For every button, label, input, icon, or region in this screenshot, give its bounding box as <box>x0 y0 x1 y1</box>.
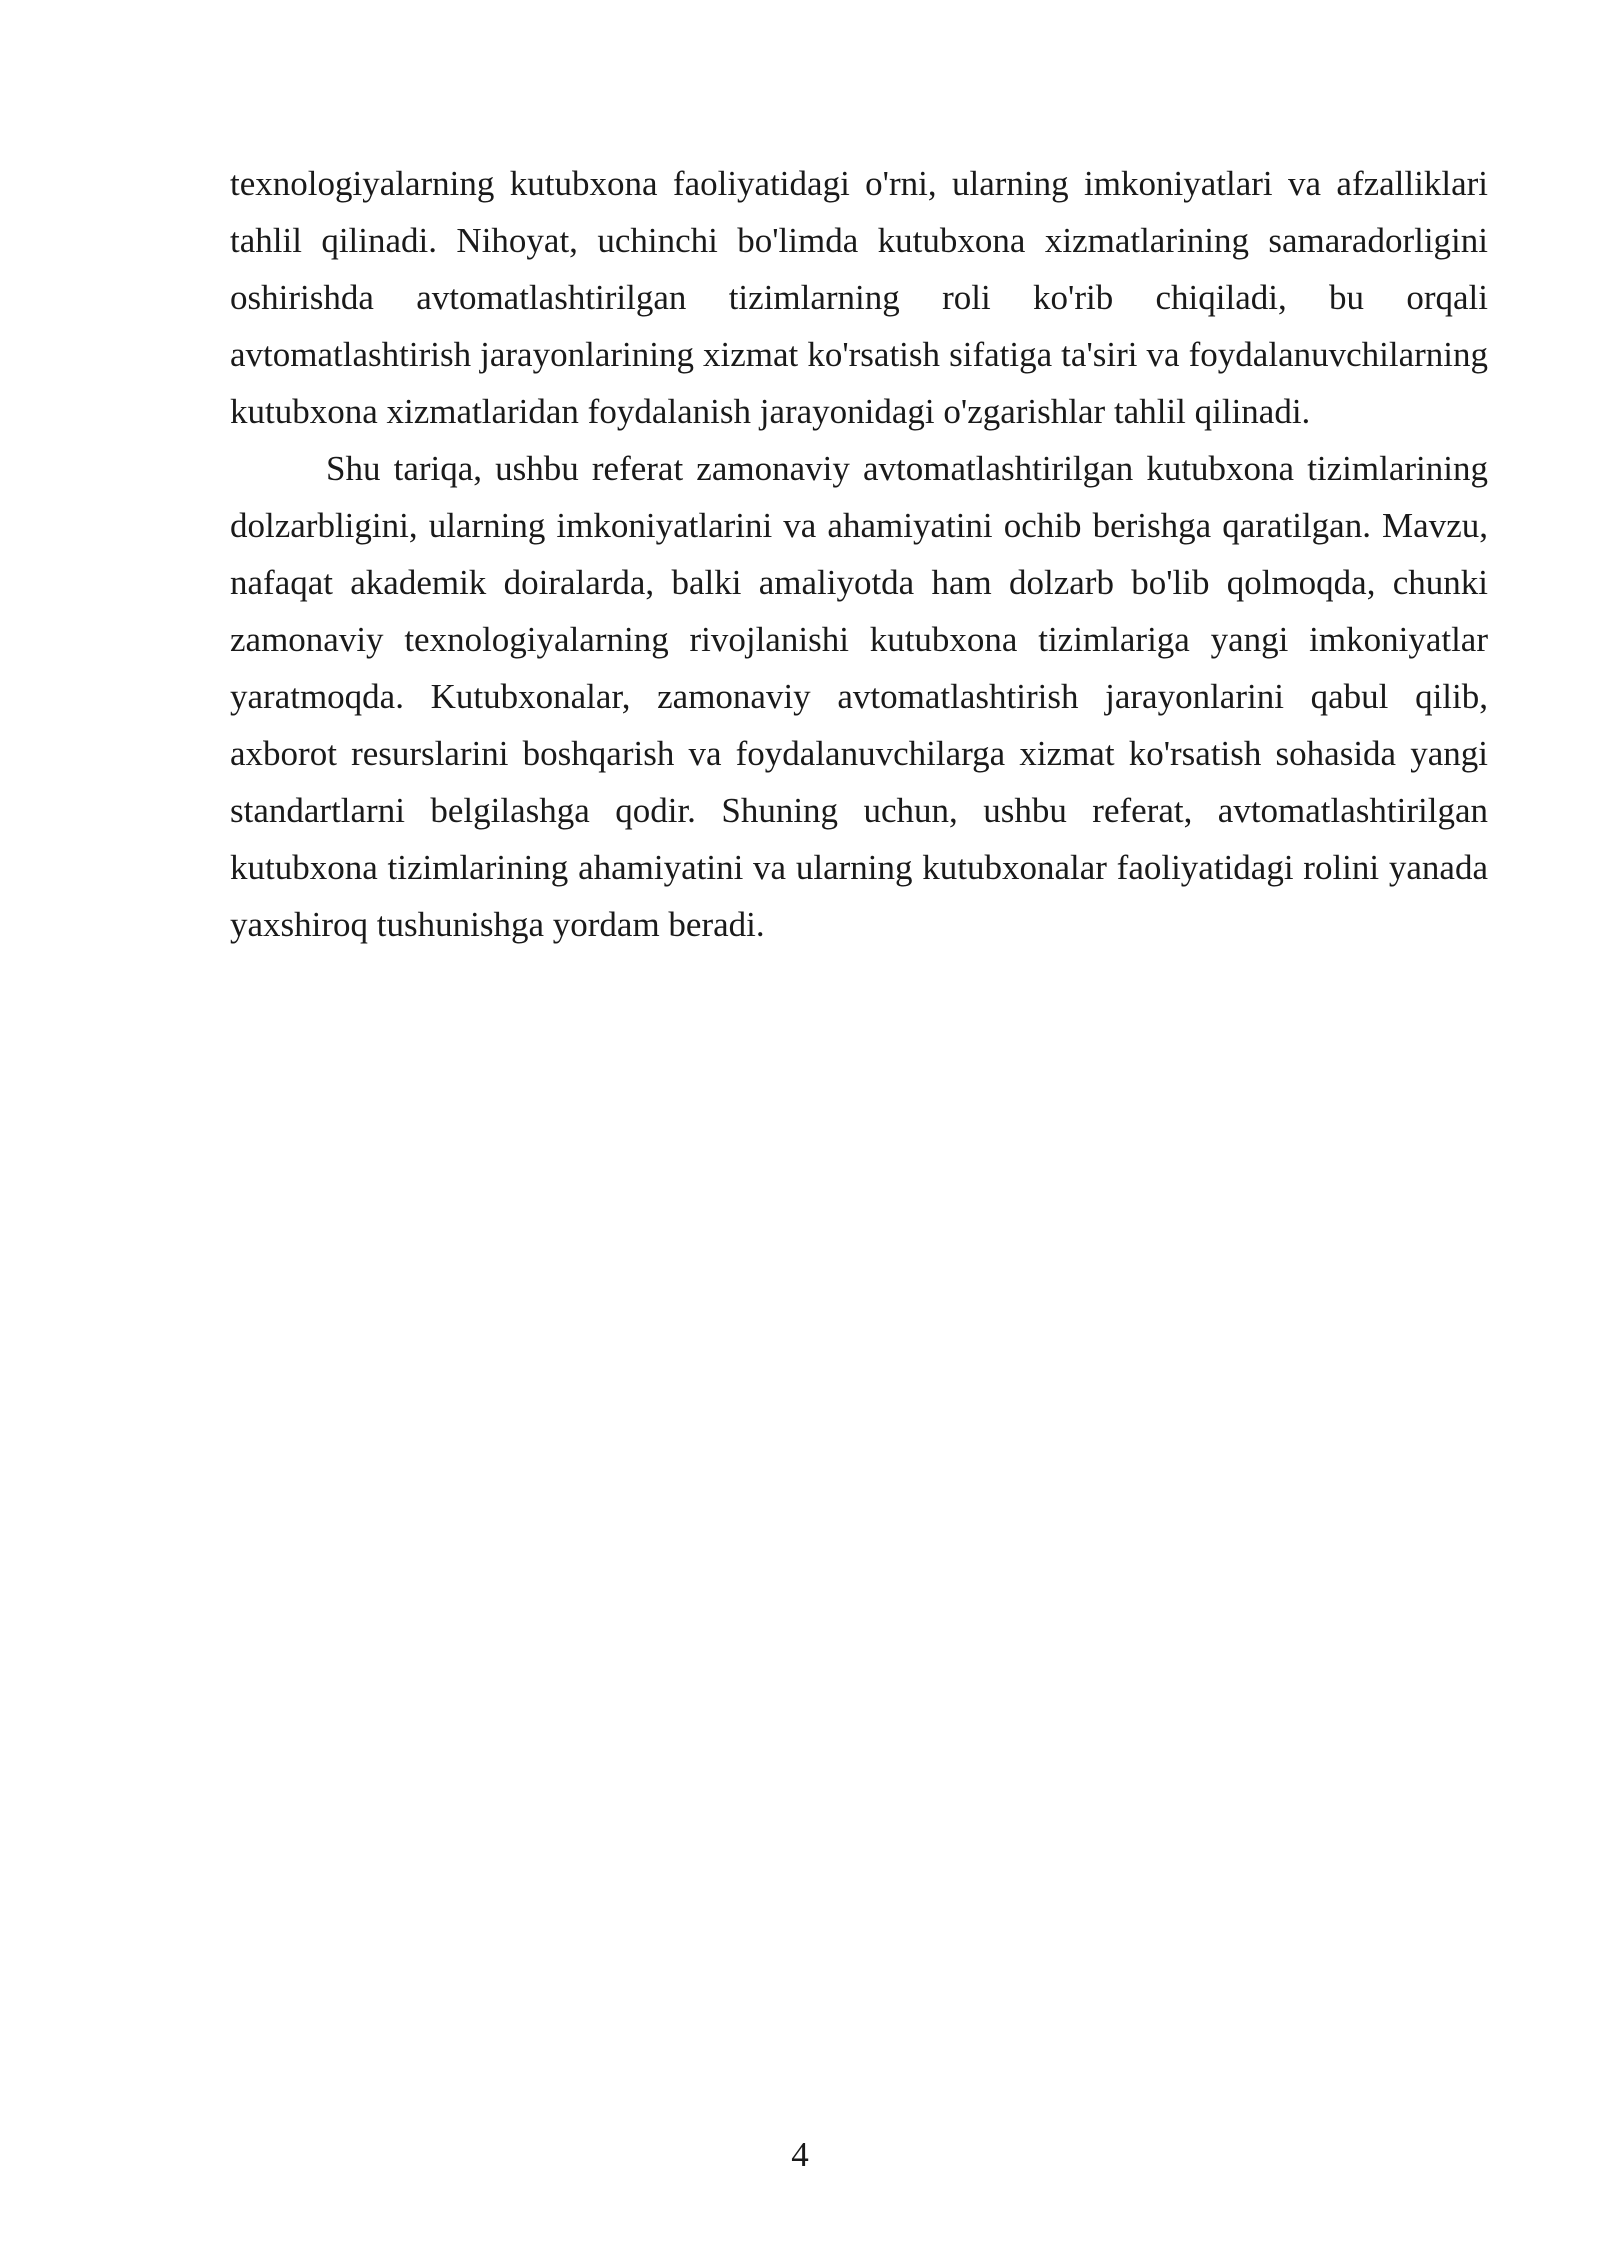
paragraph-conclusion: Shu tariqa, ushbu referat zamonaviy avtomatlashtirilgan kutubxona tizimlarining dolzarbligini, ularning imkoniyatlarini va ahamiyatini ochib berishga qaratilgan. Mavzu, nafaqat akademik doiralarda, balki amaliyotda ham dolzarb bo'lib qolmoqda, chunki zamonaviy texnologiyalarning rivojlanishi kutubxona tizimlariga yangi imkoniyatlar yaratmoqda. Kutubxonalar, zamonaviy avtomatlashtirish jarayonlarini qabul qilib, axborot resurslarini boshqarish va foydalanuvchilarga xizmat ko'rsatish sohasida yangi standartlarni belgilashga qodir. Shuning uchun, ushbu referat, avtomatlashtirilgan kutubxona tizimlarining ahamiyatini va ularning kutubxonalar faoliyatidagi rolini yanada yaxshiroq tushunishga yordam beradi. <box>230 449 1488 944</box>
page-number: 4 <box>791 2135 809 2174</box>
paragraph-continuation: texnologiyalarning kutubxona faoliyatidagi o'rni, ularning imkoniyatlari va afzalliklari tahlil qilinadi. Nihoyat, uchinchi bo'limda kutubxona xizmatlarining samaradorligini oshirishda avtomatlashtirilgan tizimlarning roli ko'rib chiqiladi, bu orqali avtomatlashtirish jarayonlarining xizmat ko'rsatish sifatiga ta'siri va foydalanuvchilarning kutubxona xizmatlaridan foydalanish jarayonidagi o'zgarishlar tahlil qilinadi. <box>230 164 1488 431</box>
body-text <box>230 155 1488 953</box>
